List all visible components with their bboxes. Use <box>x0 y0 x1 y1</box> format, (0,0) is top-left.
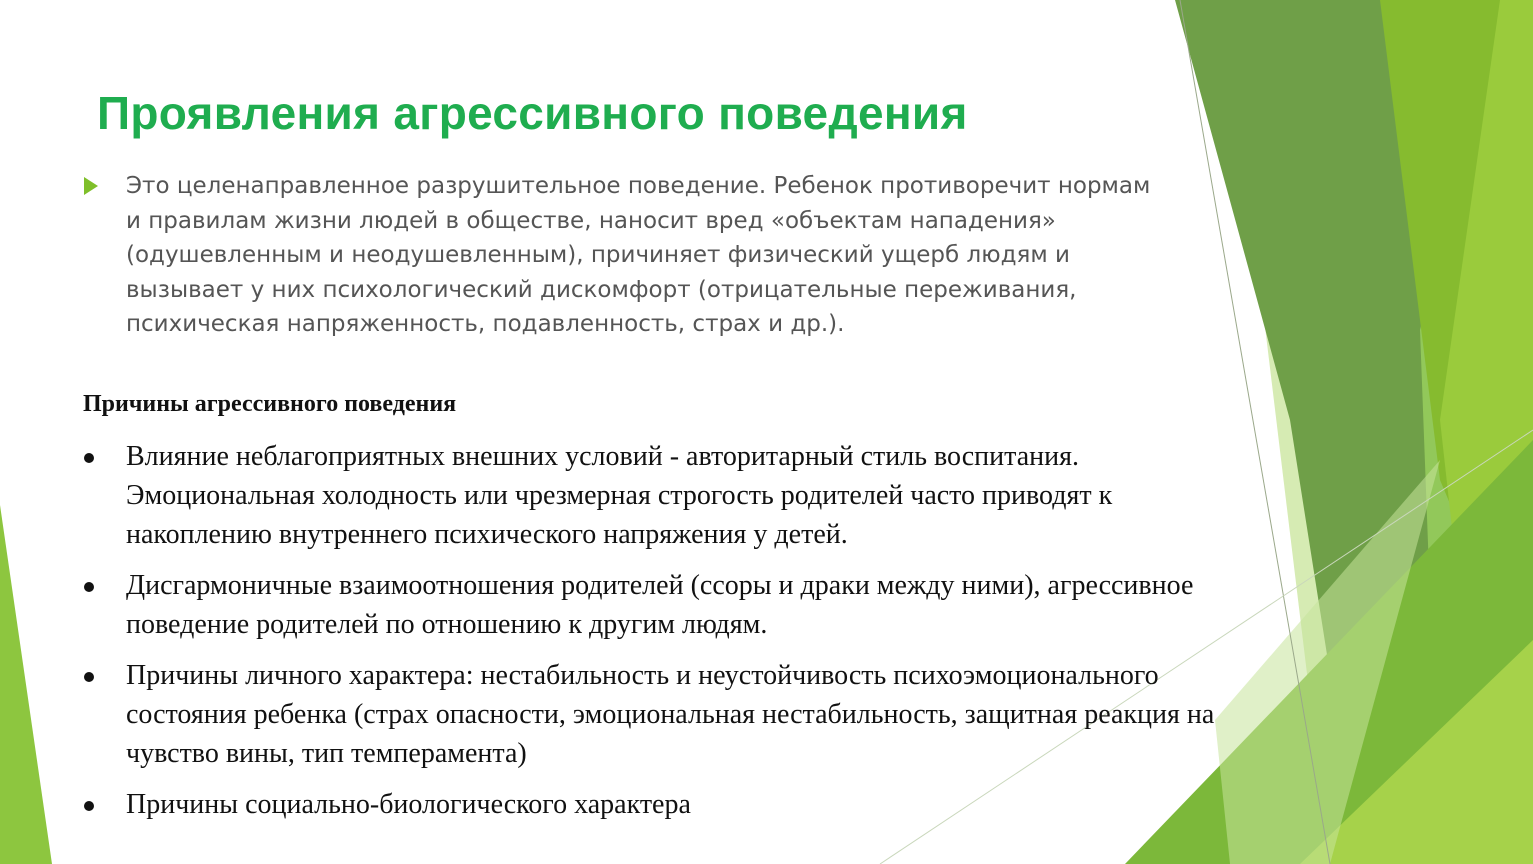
bullet-dot-icon <box>84 672 94 682</box>
bullet-dot-icon <box>84 582 94 592</box>
intro-text: Это целенаправленное разрушительное поведение. Ребенок противоречит нормам и правилам жизни людей в обществе, наносит вред «объектам нападения» (одушевленным и неодушевленным), причиняет физический ущерб людям и вызывает у них психологический дискомфорт (отрицательные переживания, психическая напряженность, подавленность, страх и др.). <box>126 173 1151 337</box>
cause-item <box>78 785 1238 824</box>
left-green-sliver <box>0 505 52 864</box>
causes-list <box>78 437 1238 836</box>
cause-text: Причины социально-биологического характера <box>126 789 691 820</box>
intro-bullet <box>84 169 1164 342</box>
cause-text: Влияние неблагоприятных внешних условий - авторитарный стиль воспитания. Эмоциональная холодность или чрезмерная строгость родителей часто приводят к накоплению внутреннего психического напряжения у детей. <box>126 441 1113 550</box>
slide-title: Проявления агрессивного поведения <box>97 87 968 139</box>
cause-item <box>78 656 1238 773</box>
bullet-dot-icon <box>84 453 94 463</box>
cause-item <box>78 437 1238 554</box>
cause-text: Дисгармоничные взаимоотношения родителей (ссоры и драки между ними), агрессивное поведение родителей по отношению к другим людям. <box>126 570 1194 640</box>
triangle-bullet-icon <box>84 177 98 195</box>
bullet-dot-icon <box>84 801 94 811</box>
causes-heading: Причины агрессивного поведения <box>83 391 457 417</box>
cause-text: Причины личного характера: нестабильность и неустойчивость психоэмоционального состояния ребенка (страх опасности, эмоциональная нестабильность, защитная реакция на чувство вины, тип темперамента) <box>126 660 1215 769</box>
cause-item <box>78 566 1238 644</box>
